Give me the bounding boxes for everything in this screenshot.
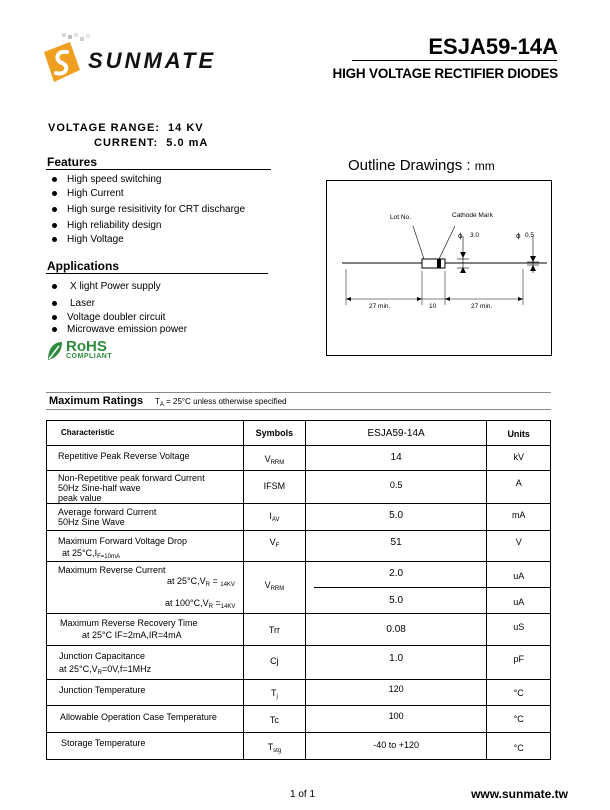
bullet-icon xyxy=(52,315,57,320)
rohs-compliant-label: COMPLIANT xyxy=(66,353,113,360)
website-link[interactable]: www.sunmate.tw xyxy=(471,787,568,801)
feature-item: High surge resisitivity for CRT discharge xyxy=(52,204,282,216)
row-value: 5.0 xyxy=(389,510,404,521)
row-symbol: Trr xyxy=(268,625,281,635)
application-item: Voltage doubler circuit xyxy=(52,312,282,324)
diode-outline-drawing xyxy=(327,181,551,355)
feature-item: High Voltage xyxy=(52,234,282,246)
current-label: CURRENT: xyxy=(94,137,159,149)
row-value: 51 xyxy=(390,537,402,548)
row-unit: uA xyxy=(513,597,525,607)
row-unit: kV xyxy=(513,452,524,462)
applications-underline xyxy=(46,273,268,274)
table-header-row xyxy=(47,421,551,446)
row-symbol: Cj xyxy=(270,656,279,666)
applications-heading: Applications xyxy=(47,259,120,273)
row-value: 14 xyxy=(390,452,402,463)
row-characteristic: Repetitive Peak Reverse Voltage xyxy=(58,451,190,461)
row-value: 120 xyxy=(388,684,404,694)
row-characteristic: Maximum Reverse Recovery Time at 25°C IF=2mA,IR=4mA xyxy=(60,618,198,640)
application-item: X light Power supply xyxy=(52,281,282,293)
lead-diameter-label: 0.5 xyxy=(525,232,535,239)
row-characteristic: Allowable Operation Case Temperature xyxy=(60,712,217,722)
bullet-icon xyxy=(52,237,57,242)
row-unit: °C xyxy=(513,714,524,724)
title-divider xyxy=(352,60,557,61)
row-symbol: $V_{RRM}$ xyxy=(264,454,285,466)
current-row xyxy=(94,137,208,149)
leaf-icon xyxy=(46,340,64,362)
row-symbol: $V_F$ xyxy=(269,537,280,549)
outline-unit: mm xyxy=(474,159,495,173)
lot-no-label: Lot No. xyxy=(390,214,411,221)
voltage-range-value: 14 KV xyxy=(168,122,204,134)
row-characteristic: Maximum Forward Voltage Drop at $25^\circ C,I_{F=10mA}$ xyxy=(58,536,188,560)
table-row xyxy=(47,733,551,760)
voltage-range-row xyxy=(48,122,204,134)
bullet-icon xyxy=(52,284,57,289)
row-unit: mA xyxy=(511,510,526,520)
row-characteristic: Junction Temperature xyxy=(59,685,146,695)
row-symbol: $V_{RRM}$ xyxy=(264,580,285,592)
feature-item: High speed switching xyxy=(52,174,282,186)
features-heading: Features xyxy=(47,155,98,169)
row-characteristic: Junction Capacitance at $25^\circ C,V_R=0V,f=1MHz$ xyxy=(59,651,152,676)
brand-wordmark: SUNMATE xyxy=(88,48,217,73)
header-units: Units xyxy=(507,429,530,439)
body-diameter-label: 3.0 xyxy=(470,232,480,239)
row-characteristic: Non-Repetitive peak forward Current 50Hz Sine-half wave peak value xyxy=(58,473,205,503)
outline-drawing-frame xyxy=(326,180,552,356)
bullet-icon xyxy=(52,191,57,196)
bullet-icon xyxy=(52,223,57,228)
product-subtitle: HIGH VOLTAGE RECTIFIER DIODES xyxy=(332,66,558,81)
row-value: -40 to +120 xyxy=(373,740,419,750)
right-lead-length-label: 27 min. xyxy=(471,303,493,310)
row-value: 0.5 xyxy=(389,480,403,490)
maximum-ratings-title: Maximum Ratings xyxy=(49,395,144,407)
row-symbol: $T_j$ xyxy=(271,688,278,700)
diameter-symbol-icon: ϕ xyxy=(458,232,463,240)
row-value: 100 xyxy=(388,711,404,721)
header-part-number: ESJA59-14A xyxy=(367,428,425,439)
current-value: 5.0 mA xyxy=(166,137,209,149)
row-unit: pF xyxy=(513,654,524,664)
features-underline xyxy=(46,169,271,170)
table-row xyxy=(47,646,551,680)
row-divider xyxy=(314,587,487,588)
row-symbol: Tc xyxy=(269,715,279,725)
row-symbol: $I_{AV}$ xyxy=(269,511,280,523)
bullet-icon xyxy=(52,207,57,212)
row-unit: °C xyxy=(513,743,524,753)
application-item: Laser xyxy=(52,298,282,310)
feature-item: High Current xyxy=(52,188,282,200)
row-value: 5.0 xyxy=(389,595,404,606)
voltage-range-label: VOLTAGE RANGE: xyxy=(48,122,160,134)
logo-mark-icon xyxy=(44,33,90,82)
header-characteristic: Characteristic xyxy=(61,428,115,437)
bullet-icon xyxy=(52,177,57,182)
row-divider xyxy=(487,587,550,588)
ratings-table xyxy=(46,420,551,760)
row-characteristic: Average forward Current 50Hz Sine Wave xyxy=(58,507,157,527)
feature-item: High reliability design xyxy=(52,220,282,232)
body-length-label: 10 xyxy=(429,303,437,310)
row-unit: V xyxy=(515,537,522,547)
part-number-title: ESJA59-14A xyxy=(428,34,558,59)
page-indicator: 1 of 1 xyxy=(290,789,316,800)
table-row xyxy=(47,504,551,531)
maximum-ratings-note: $T_A = 25^\circ C$ unless otherwise specified xyxy=(155,397,287,408)
application-item: Microwave emission power xyxy=(52,324,282,336)
row-symbol: $T_{stg}$ xyxy=(267,742,282,754)
row-characteristic: Maximum Reverse Current at $25^\circ C,V_R = _{14KV}$ at $100^\circ C,V_R =_{14KV}$ xyxy=(58,565,236,610)
table-row xyxy=(47,446,551,471)
rohs-label: RoHS xyxy=(66,338,107,355)
table-row xyxy=(47,562,551,614)
table-row xyxy=(47,706,551,733)
left-lead-length-label: 27 min. xyxy=(369,303,391,310)
row-value: 0.08 xyxy=(386,624,406,635)
outline-drawings-title: Outline Drawings : mm xyxy=(348,157,495,174)
row-unit: A xyxy=(515,478,522,488)
diameter-symbol-icon: ϕ xyxy=(516,232,521,240)
row-unit: uS xyxy=(513,622,525,632)
row-value: 2.0 xyxy=(389,568,404,579)
bullet-icon xyxy=(52,301,57,306)
row-value: 1.0 xyxy=(389,653,404,664)
table-row xyxy=(47,471,551,504)
table-row xyxy=(47,531,551,562)
table-row xyxy=(47,614,551,646)
row-unit: uA xyxy=(513,571,525,581)
cathode-mark-label: Cathode Mark xyxy=(452,212,493,219)
row-characteristic: Storage Temperature xyxy=(61,738,146,748)
header-symbols: Symbols xyxy=(255,428,294,438)
row-unit: °C xyxy=(513,688,524,698)
bullet-icon xyxy=(52,327,57,332)
row-symbol: IFSM xyxy=(263,481,286,491)
table-row xyxy=(47,680,551,706)
